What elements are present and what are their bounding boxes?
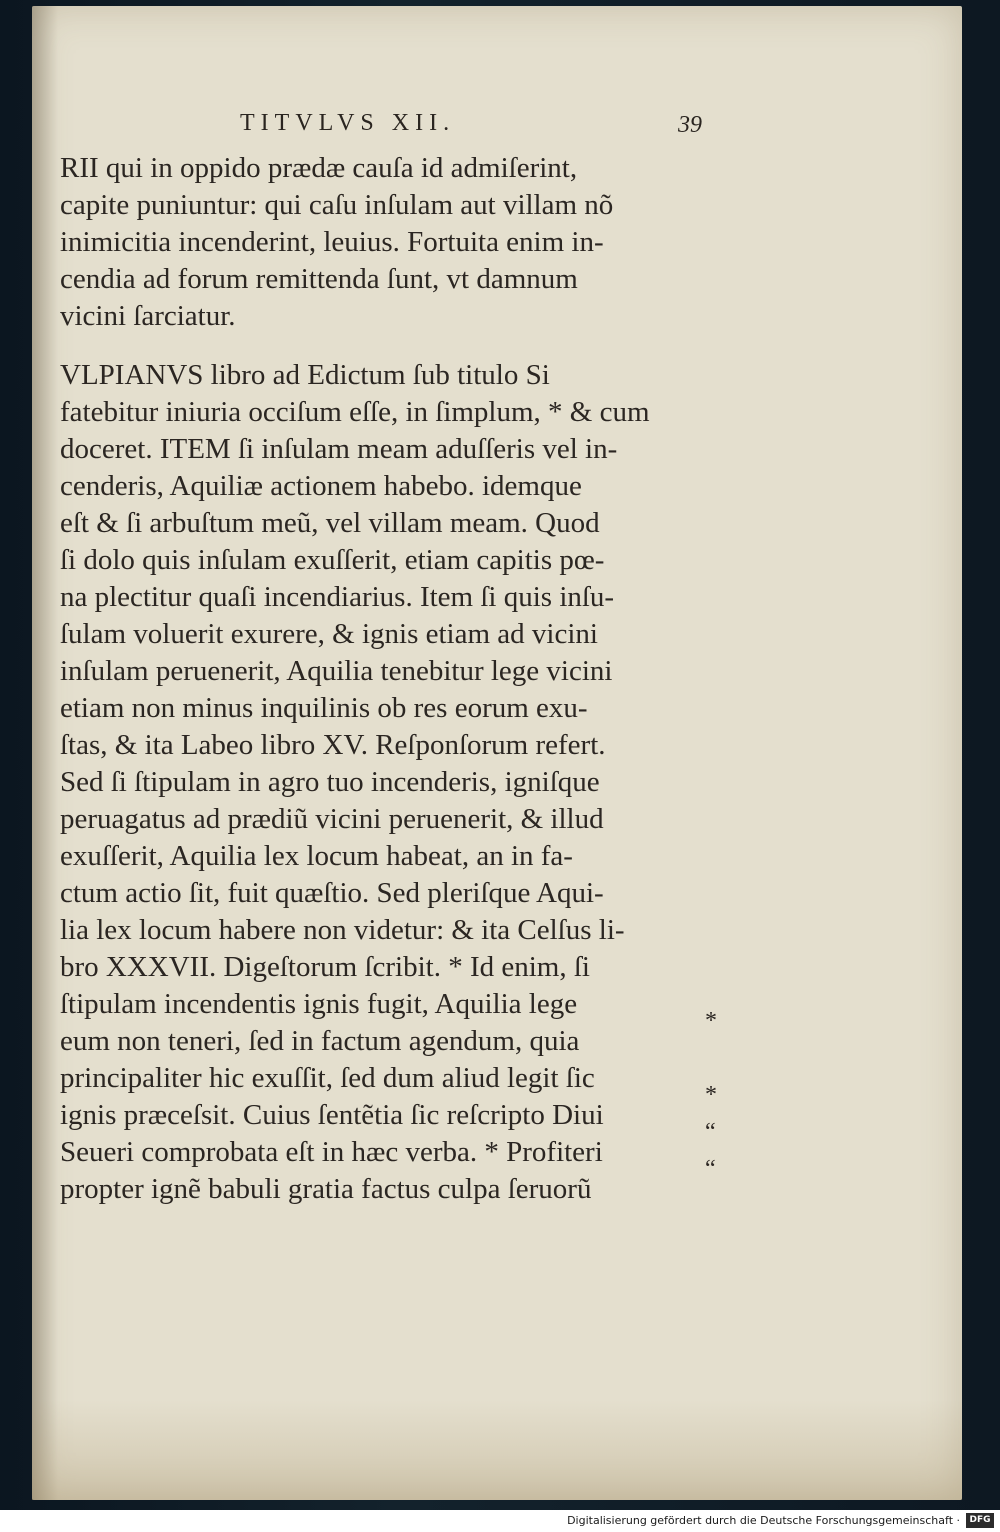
text-line: peruagatus ad prædiũ vicini peruenerit, & illud	[60, 803, 604, 835]
text-line: ſtas, & ita Labeo libro XV. Reſponſorum refert.	[60, 729, 606, 761]
text-line: eum non teneri, ſed in factum agendum, quia	[60, 1025, 580, 1057]
margin-asterisk: *	[705, 1008, 717, 1034]
body-text	[60, 150, 710, 1208]
margin-quote-mark: “	[705, 1119, 716, 1145]
text-line: VLPIANVS libro ad Edictum ſub titulo Si	[60, 359, 550, 391]
text-line: propter ignẽ babuli gratia factus culpa ſeruorũ	[60, 1173, 592, 1205]
text-line: lia lex locum habere non videtur: & ita Celſus li-	[60, 914, 625, 946]
text-line: cenderis, Aquiliæ actionem habebo. idemque	[60, 470, 582, 502]
text-line: inſulam peruenerit, Aquilia tenebitur lege vicini	[60, 655, 613, 687]
text-line: Seueri comprobata eſt in hæc verba. * Profiteri	[60, 1136, 603, 1168]
margin-marks	[705, 1003, 745, 1188]
text-line: exuſſerit, Aquilia lex locum habeat, an in fa-	[60, 840, 573, 872]
text-line: ſulam voluerit exurere, & ignis etiam ad vicini	[60, 618, 598, 650]
margin-quote-mark: “	[705, 1156, 716, 1182]
margin-asterisk: *	[705, 1082, 717, 1108]
funding-credit: Digitalisierung gefördert durch die Deutsche Forschungsgemeinschaft ·	[567, 1514, 960, 1527]
text-line: ſtipulam incendentis ignis fugit, Aquilia lege	[60, 988, 578, 1020]
page-spine-shadow	[32, 6, 58, 1500]
text-line: na plectitur quaſi incendiarius. Item ſi quis inſu-	[60, 581, 615, 613]
text-line: doceret. ITEM ſi inſulam meam aduſſeris vel in-	[60, 433, 618, 465]
text-line: vicini ſarciatur.	[60, 300, 236, 332]
text-line: ignis præceſsit. Cuius ſentẽtia ſic reſcripto Diui	[60, 1099, 604, 1131]
text-line: cendia ad forum remittenda ſunt, vt damnum	[60, 263, 578, 295]
text-line: ſi dolo quis inſulam exuſſerit, etiam capitis pœ-	[60, 544, 605, 576]
text-line: fatebitur iniuria occiſum eſſe, in ſimplum, * & cum	[60, 396, 650, 428]
text-line: Sed ſi ſtipulam in agro tuo incenderis, igniſque	[60, 766, 600, 798]
page-number: 39	[678, 112, 702, 138]
text-line: ctum actio ſit, fuit quæſtio. Sed pleriſque Aqui-	[60, 877, 604, 909]
text-line: capite puniuntur: qui caſu inſulam aut villam nõ	[60, 189, 614, 221]
dfg-logo: DFG	[966, 1513, 994, 1528]
page-stain	[32, 1400, 962, 1500]
text-line: RII qui in oppido prædæ cauſa id admiſerint,	[60, 152, 578, 184]
text-line: etiam non minus inquilinis ob res eorum exu-	[60, 692, 588, 724]
text-line: bro XXXVII. Digeſtorum ſcribit. * Id enim, ſi	[60, 951, 590, 983]
footer-bar	[0, 1510, 1000, 1532]
text-line: principaliter hic exuſſit, ſed dum aliud legit ſic	[60, 1062, 595, 1094]
page-header	[60, 104, 720, 144]
running-title: TITVLVS XII.	[240, 110, 456, 136]
text-line: inimicitia incenderint, leuius. Fortuita enim in-	[60, 226, 604, 258]
text-line: eſt & ſi arbuſtum meũ, vel villam meam. Quod	[60, 507, 600, 539]
paragraph-gap	[60, 335, 710, 357]
